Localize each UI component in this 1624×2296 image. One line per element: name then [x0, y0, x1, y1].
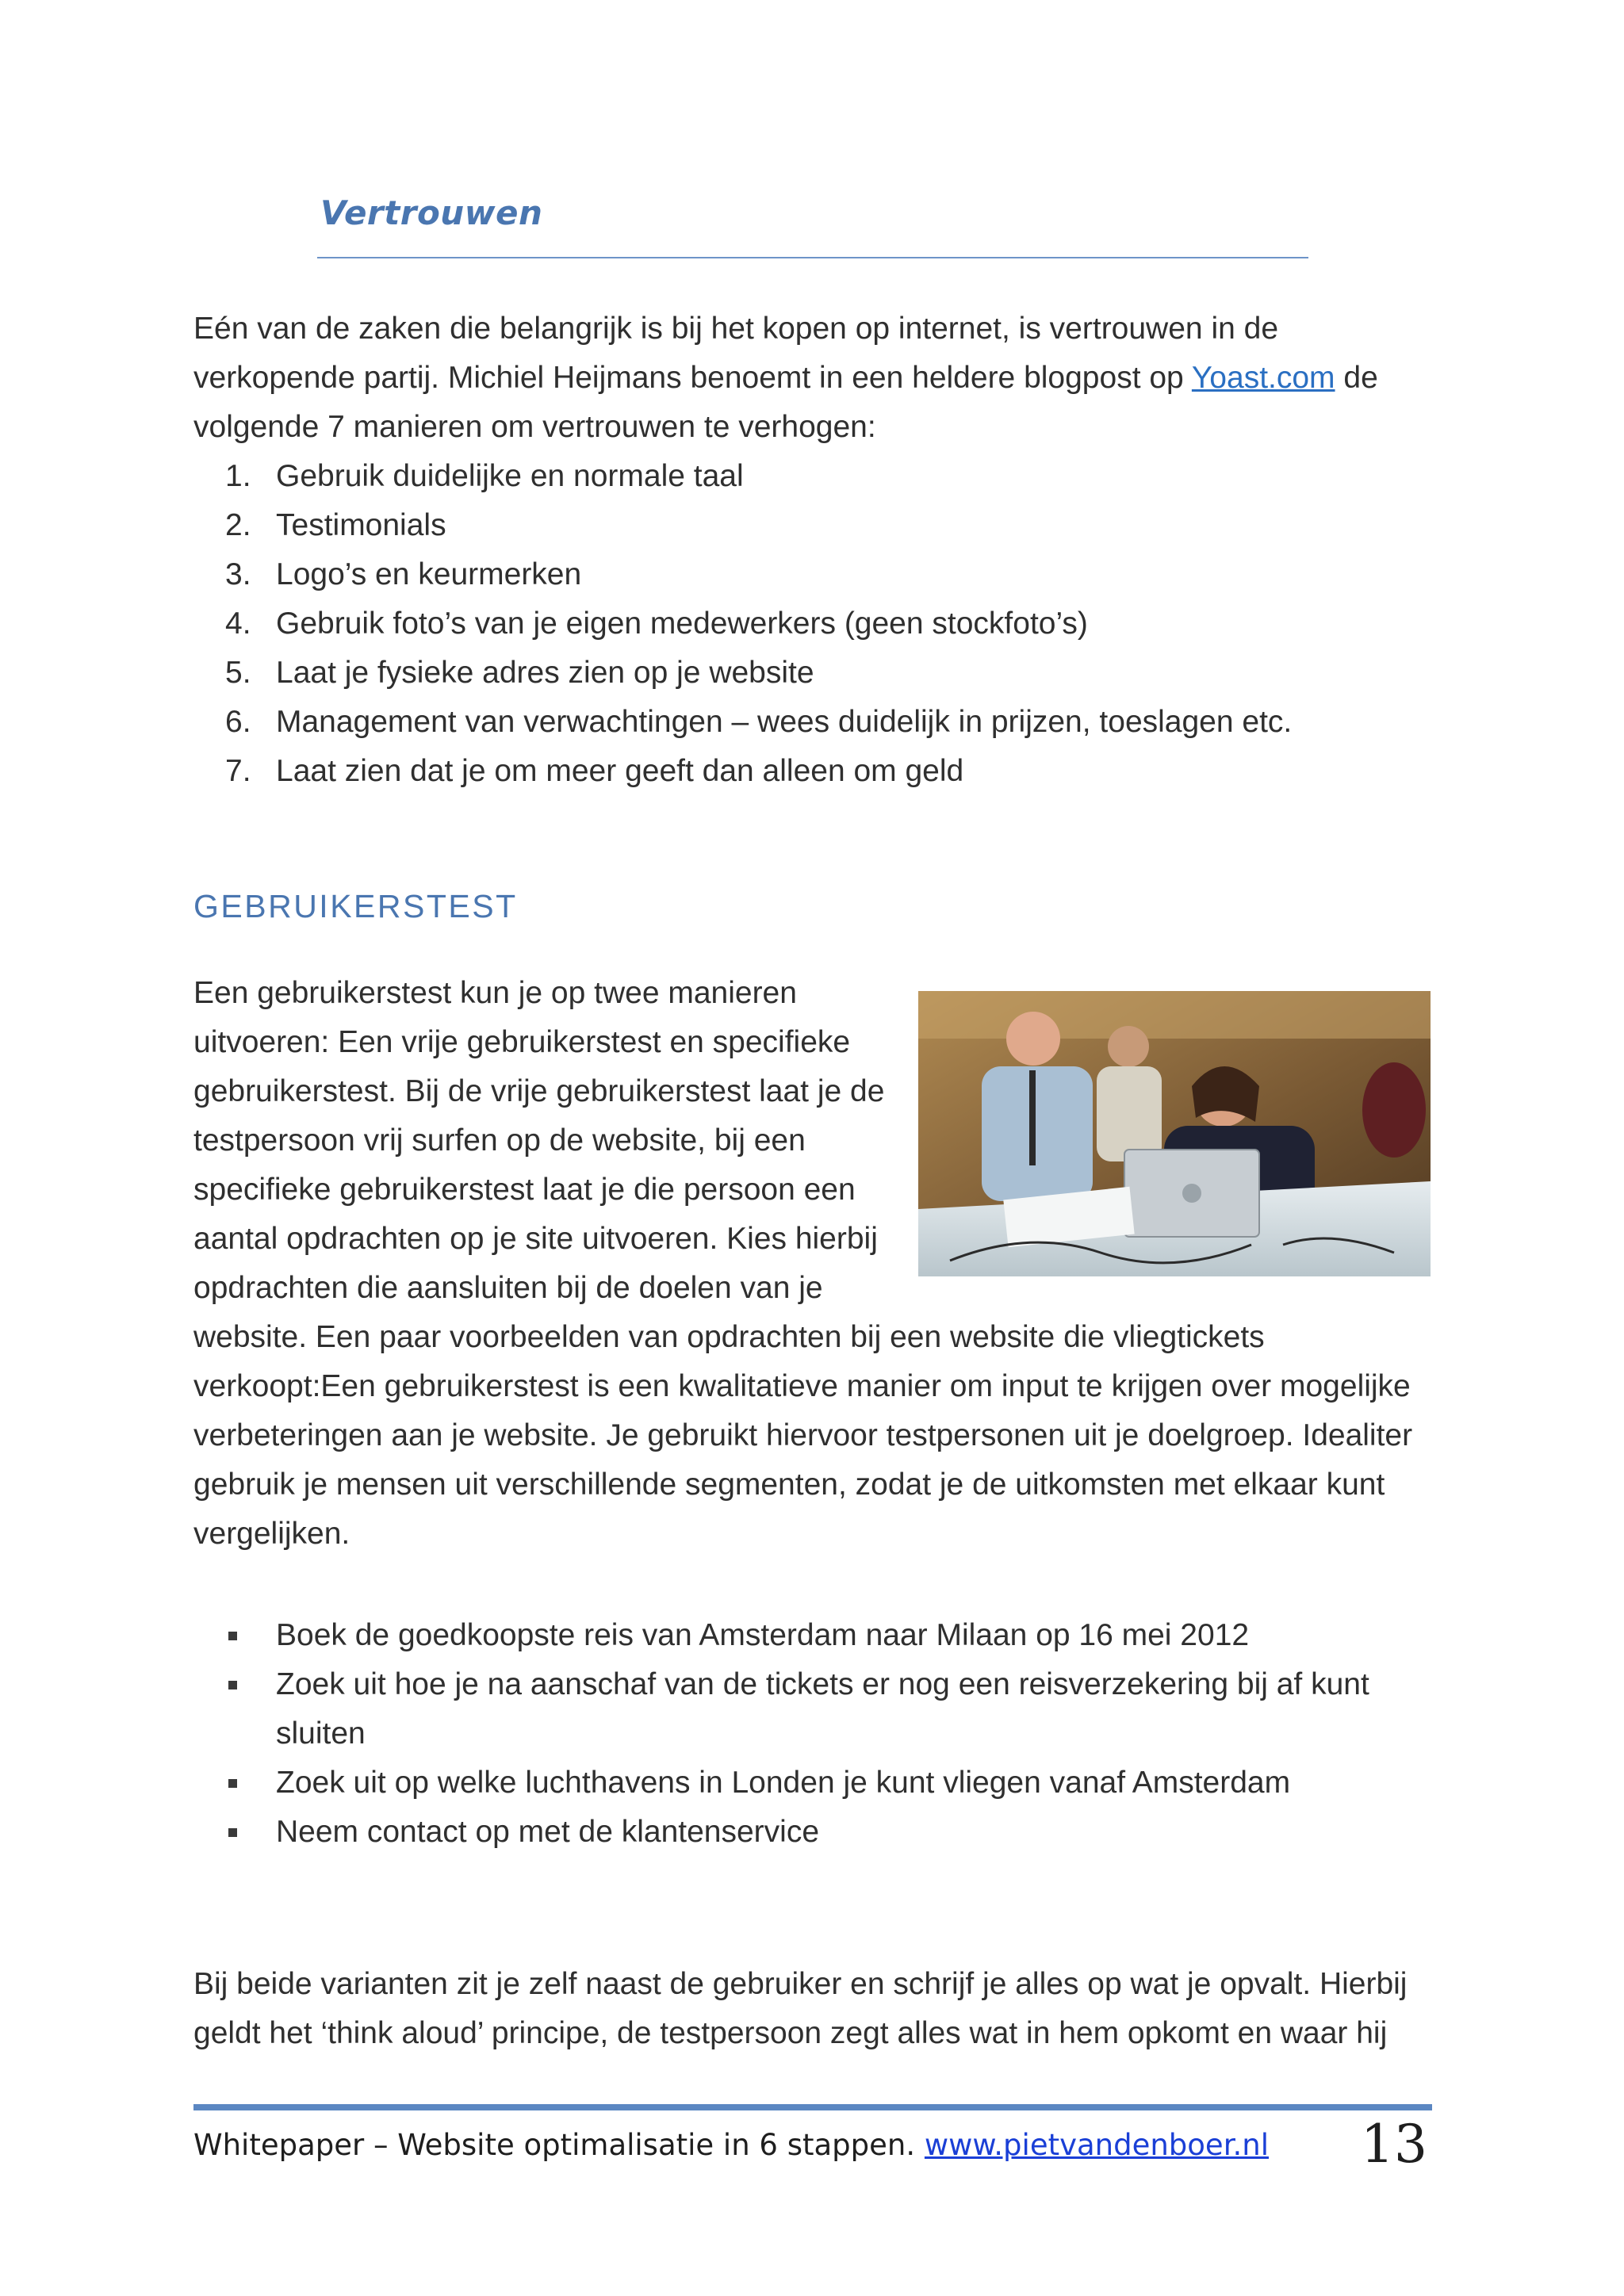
list-item-text: Zoek uit op welke luchthavens in Londen je kunt vliegen vanaf Amsterdam — [276, 1766, 1291, 1800]
list-item — [193, 698, 1292, 747]
list-item-text: Gebruik foto’s van je eigen medewerkers (geen stockfoto’s) — [276, 607, 1088, 641]
bullet-icon — [228, 1632, 237, 1640]
list-item-text: Boek de goedkoopste reis van Amsterdam naar Milaan op 16 mei 2012 — [276, 1618, 1250, 1652]
list-item — [193, 747, 1292, 796]
list-item-text: Gebruik duidelijke en normale taal — [276, 459, 744, 493]
list-item — [193, 501, 1292, 550]
footer-text: Whitepaper – Website optimalisatie in 6 stappen. — [193, 2128, 925, 2162]
usertest-continued-paragraph: website. Een paar voorbeelden van opdrachten bij een website die vliegtickets verkoopt:Een gebruikerstest is een kwalitatieve manier om input te krijgen over mogelijke verbeteringen aan je website. Je gebruikt hiervoor testpersonen uit je doelgroep. Idealiter gebruik je mensen uit verschillende segmenten, zodat je de uitkomsten met elkaar kunt vergelijken. — [193, 1320, 1413, 1551]
list-item — [193, 599, 1292, 649]
title-underline — [317, 257, 1308, 258]
list-item — [193, 1758, 1431, 1808]
footer-website-link[interactable]: www.pietvandenboer.nl — [924, 2128, 1270, 2162]
yoast-link[interactable]: Yoast.com — [1191, 361, 1335, 395]
task-list — [193, 1611, 1431, 1857]
usertest-heading: GEBRUIKERSTEST — [193, 888, 518, 924]
usertest-intro-paragraph: Een gebruikerstest kun je op twee manieren uitvoeren: Een vrije gebruikerstest en specifieke gebruikerstest. Bij de vrije gebruikerstest laat je de testpersoon vrij surfen op de website, bij een specifieke gebruikerstest laat je die persoon een aantal opdrachten op je site uitvoeren. Kies hierbij opdrachten die aansluiten bij de doelen van je — [193, 976, 885, 1305]
list-number: 4. — [225, 607, 251, 641]
usertest-photo-graphic — [918, 991, 1431, 1276]
list-item — [193, 1660, 1431, 1758]
bullet-icon — [228, 1779, 237, 1788]
list-item — [193, 1611, 1431, 1660]
bullet-icon — [228, 1681, 237, 1689]
list-number: 7. — [225, 754, 251, 788]
list-item — [193, 452, 1292, 501]
bullet-icon — [228, 1828, 237, 1837]
footer — [193, 2128, 1269, 2162]
list-number: 5. — [225, 656, 251, 690]
section-title: Vertrouwen — [320, 193, 543, 232]
list-number: 6. — [225, 705, 251, 739]
footer-rule — [193, 2104, 1432, 2110]
list-number: 3. — [225, 557, 251, 591]
list-item — [193, 649, 1292, 698]
intro-paragraph — [193, 304, 1446, 452]
list-item — [193, 550, 1292, 599]
list-item-text: Testimonials — [276, 508, 446, 542]
list-number: 2. — [225, 508, 251, 542]
intro-text-start: Eén van de zaken die belangrijk is bij het kopen op internet, is vertrouwen in de verkopende partij. Michiel Heijmans benoemt in een heldere blogpost op — [193, 312, 1279, 395]
list-item-text: Neem contact op met de klantenservice — [276, 1815, 820, 1849]
list-item-text: Laat je fysieke adres zien op je website — [276, 656, 814, 690]
intro-text-end: de volgende 7 manieren om vertrouwen te verhogen: — [193, 361, 1378, 444]
list-item — [193, 1808, 1431, 1857]
page-number: 13 — [1361, 2114, 1427, 2175]
list-number: 1. — [225, 459, 251, 493]
trust-list — [193, 452, 1292, 796]
list-item-text: Logo’s en keurmerken — [276, 557, 582, 591]
list-item-text: Laat zien dat je om meer geeft dan alleen om geld — [276, 754, 964, 788]
usertest-photo — [918, 991, 1431, 1276]
list-item-text: Zoek uit hoe je na aanschaf van de tickets er nog een reisverzekering bij af kunt sluiten — [276, 1667, 1369, 1751]
closing-paragraph: Bij beide varianten zit je zelf naast de gebruiker en schrijf je alles op wat je opvalt. Hierbij geldt het ‘think aloud’ principe, de testpersoon zegt alles wat in hem opkomt en waar hij — [193, 1967, 1408, 2050]
list-item-text: Management van verwachtingen – wees duidelijk in prijzen, toeslagen etc. — [276, 705, 1293, 739]
